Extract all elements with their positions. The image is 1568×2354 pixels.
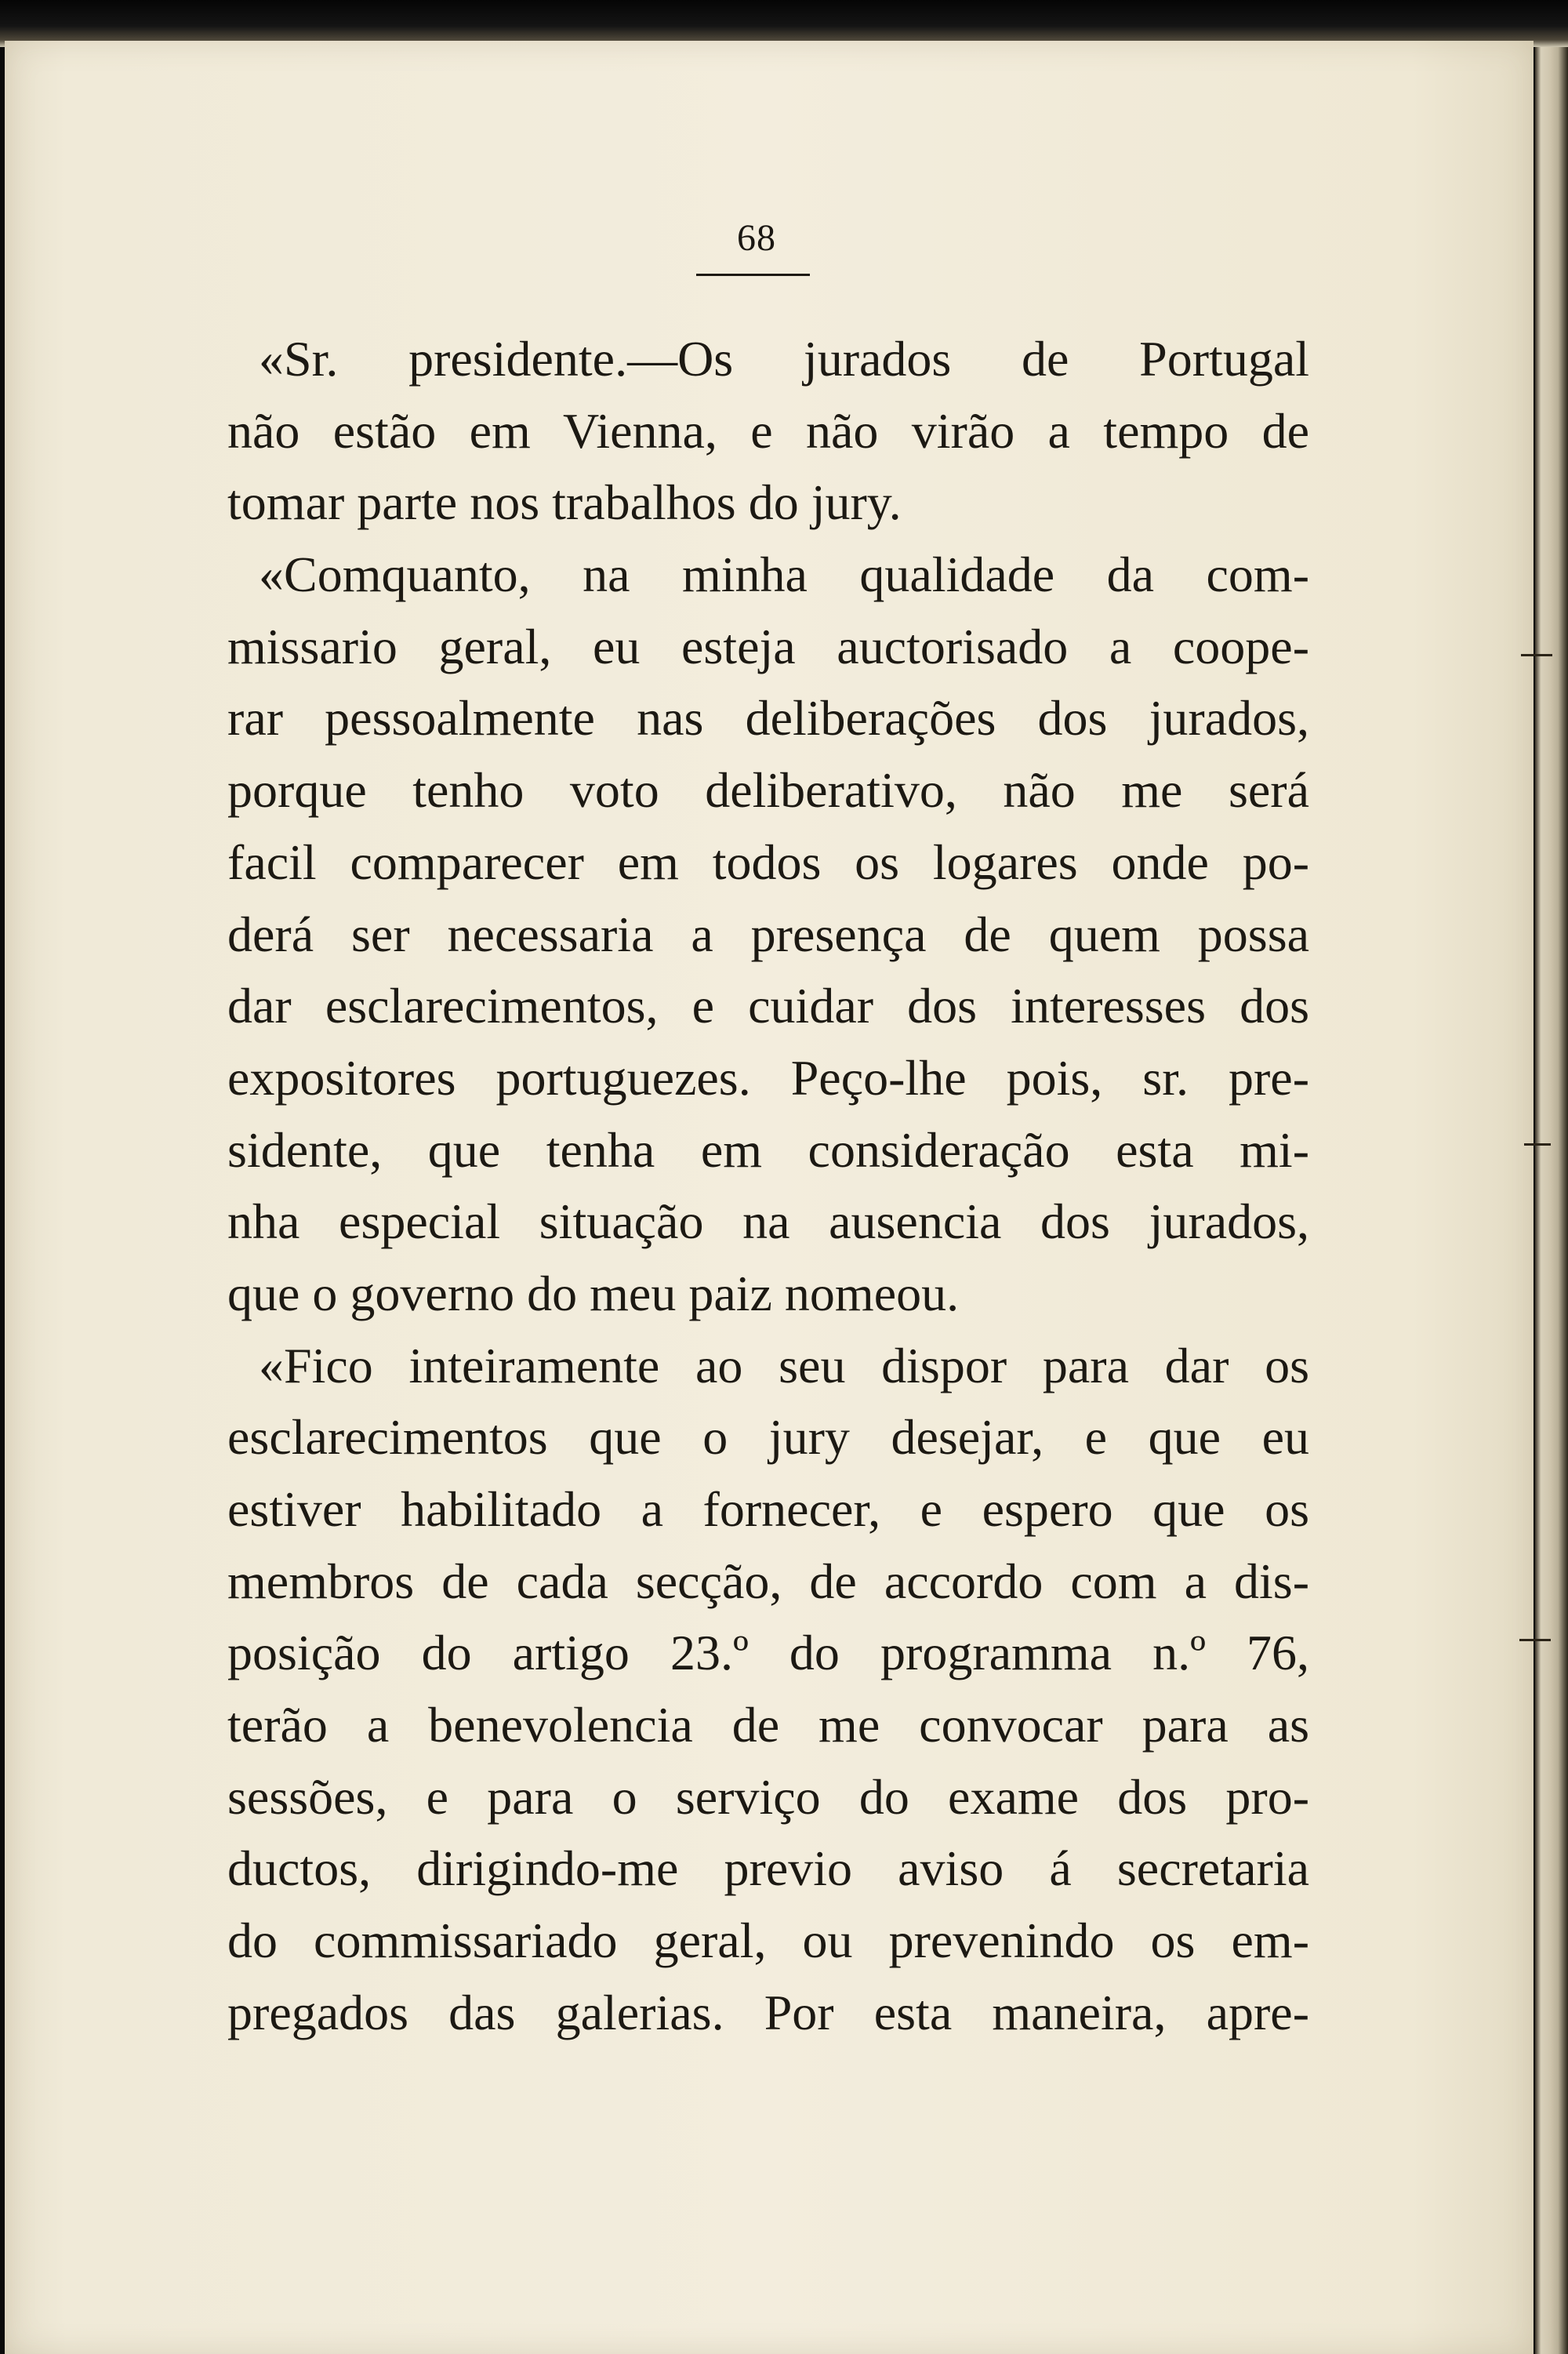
text-line: sessões, e para o serviço do exame dos pro-	[227, 1768, 1309, 1825]
text-line: membros de cada secção, de accordo com a dis-	[227, 1553, 1309, 1609]
text-line: «Sr. presidente.—Os jurados de Portugal	[259, 331, 1309, 387]
margin-mark	[1519, 1639, 1551, 1641]
text-line: posição do artigo 23.º do programma n.º 76,	[227, 1625, 1309, 1681]
text-line: sidente, que tenha em consideração esta mi-	[227, 1121, 1309, 1178]
text-line: «Comquanto, na minha qualidade da com-	[259, 547, 1309, 603]
text-line: derá ser necessaria a presença de quem possa	[227, 906, 1309, 962]
text-line: «Fico inteiramente ao seu dispor para dar os	[259, 1337, 1309, 1393]
header-rule	[696, 274, 810, 276]
text-line: estiver habilitado a fornecer, e espero que os	[227, 1481, 1309, 1537]
text-line: esclarecimentos que o jury desejar, e que eu	[227, 1409, 1309, 1466]
text-line: do commissariado geral, ou prevenindo os em-	[227, 1913, 1309, 1969]
text-line: terão a benevolencia de me convocar para as	[227, 1697, 1309, 1753]
body-text	[227, 323, 1309, 2049]
text-line: rar pessoalmente nas deliberações dos jurados,	[227, 690, 1309, 747]
text-line: expositores portuguezes. Peço-lhe pois, sr. pre-	[227, 1049, 1309, 1106]
text-line: que o governo do meu paiz nomeou.	[227, 1265, 960, 1321]
text-line: pregados das galerias. Por esta maneira, apre-	[227, 1984, 1309, 2040]
text-line: facil comparecer em todos os logares onde po-	[227, 834, 1309, 890]
text-line: não estão em Vienna, e não virão a tempo de	[227, 402, 1309, 459]
text-line: ductos, dirigindo-me previo aviso á secretaria	[227, 1840, 1309, 1897]
margin-mark	[1524, 1143, 1551, 1146]
margin-mark	[1521, 654, 1552, 656]
page-edge	[1535, 47, 1568, 2354]
text-line: dar esclarecimentos, e cuidar dos interesses dos	[227, 978, 1309, 1034]
top-shadow	[0, 0, 1568, 47]
text-line: porque tenho voto deliberativo, não me será	[227, 762, 1309, 819]
text-line: tomar parte nos trabalhos do jury.	[227, 474, 902, 531]
text-line: missario geral, eu esteja auctorisado a coope-	[227, 618, 1309, 674]
page-number: 68	[737, 217, 776, 259]
text-line: nha especial situação na ausencia dos jurados,	[227, 1193, 1309, 1250]
